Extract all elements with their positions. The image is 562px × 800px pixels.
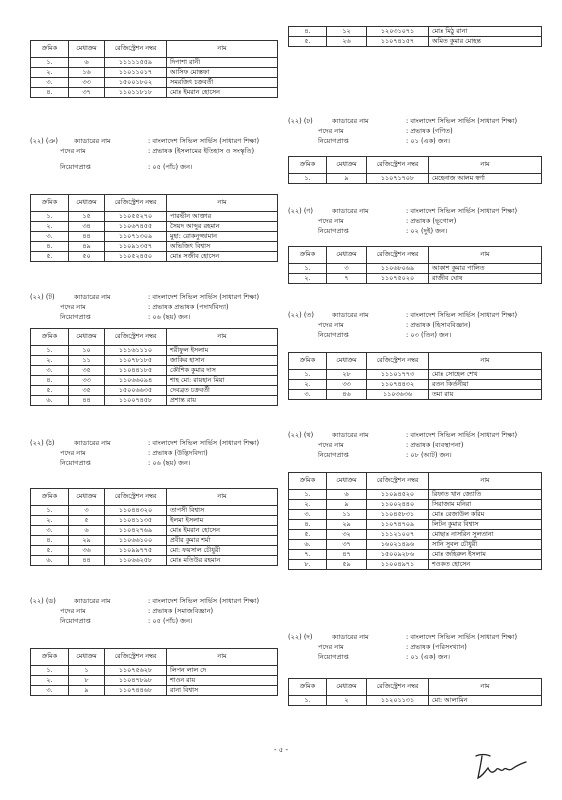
table-row: ২. ৩৪ ১১০৬৭৪৫৫ সৈয়দ আব্দুর রহমান — [31, 222, 278, 232]
page-number: - ৫ - — [273, 746, 289, 754]
table-physics — [30, 328, 278, 406]
table-row: ১. ১৫ ১১০৫৫২৭০ পারভীন আক্তার — [31, 212, 278, 222]
table-row: ৭. ৪৭ ১৫০০৯২৮৬ মোঃ জহিরুল ইসলাম — [289, 550, 542, 560]
table-row: ৪. ৩৩ ১১০৬৬০৯৪ শাহ মো: রায়হান মিয়া — [31, 376, 278, 386]
table-row: ৫. ৩৬ ১১০৯৯৭৭৫ মো: ফয়সাল চৌধুরী — [31, 546, 278, 556]
table-row: ২. ৫ ১১০৪১১৩৫ ইলমা ইসলাম — [31, 516, 278, 526]
table-top-left — [30, 40, 278, 98]
table-row: ৩. ৬ ১১০৪২৭৬৯ মোঃ ইমরান হোসেন — [31, 526, 278, 536]
table-statistics — [288, 678, 542, 706]
table-row: ২. ৭ ১১০৭৫০২০ রাজীব ঘোষ — [289, 274, 542, 284]
table-botany — [30, 488, 278, 566]
table-row: ৩. ৪৬ ১১০৩৬৩৬ তমা রায় — [289, 390, 542, 400]
table-row: ১. ৩ ১১০৪৪৩২০ তাপসী বিশ্বাস — [31, 506, 278, 516]
table-row: ২. ১৬ ১১০১১০১৭ আসিফ মোস্তফা — [31, 68, 278, 78]
table-row: ৬. ৪৪ ১১০৬৬২৫৮ মোঃ মতিউর রহমান — [31, 556, 278, 566]
table-row: ৫. ৩২ ১১১২১০০৭ মোছাঃ নাসরিন সুলতানা — [289, 530, 542, 540]
table-islamic-history — [30, 194, 278, 262]
table-header: ক্রমিক মেধাক্রম রেজিস্ট্রেশন নম্বর নাম — [289, 157, 542, 174]
section-meta-accounting: (২২) (ত) ক্যাডারের নাম : বাংলাদেশ সিভিল সার্ভিস (সাধারণ শিক্ষা) পদের নাম : প্রভাষক (হিসাববিজ্ঞান) নিয়োগপ্রাপ্ত : ০৩ (তিন) জন। — [288, 311, 518, 339]
table-row: ৪. ২৯ ১১০৭৪৭০৯ লিটন কুমার বিশ্বাস — [289, 520, 542, 530]
table-row: ৬. ৩৭ ১৬০২১৪৯৬ সানি সুবল চৌধুরী — [289, 540, 542, 550]
table-header: ক্রমিক মেধাক্রম রেজিস্ট্রেশন নম্বর নাম — [31, 489, 278, 506]
table-row: ৩. ৩৫ ১১০৪৪১৮৫ কৌশিক কুমার দাস — [31, 366, 278, 376]
table-header — [31, 41, 278, 58]
table-row: ২. ৩৩ ১১০৭৪৪৩২ রতন কির্তনীয়া — [289, 380, 542, 390]
table-header: ক্রমিক মেধাক্রম রেজিস্ট্রেশন নম্বর নাম — [289, 353, 542, 370]
table-row: ১. ৩ ১১০৬৮০৬৯ আকাশ কুমার পালিত — [289, 264, 542, 274]
table-row: ১. ৬ ১১১১১৫৫৯ দিপাশা রানী — [31, 58, 278, 68]
table-row: ২. ৮ ১১০৪৭৮৯৮ শাওন রায় — [31, 676, 278, 686]
section-meta-physics: (২২) (ট) ক্যাডারের নাম : বাংলাদেশ সিভিল সার্ভিস (সাধারণ শিক্ষা) পদের নাম : প্রভাষক প্রভাষক (পদার্থবিদ্যা) নিয়োগপ্রাপ্ত : ০৬ (ছয়) জন। — [30, 293, 260, 321]
header-reg: রেজিস্ট্রেশন নম্বর — [105, 41, 167, 58]
section-meta-management: (২২) (থ) ক্যাডারের নাম : বাংলাদেশ সিভিল সার্ভিস (সাধারণ শিক্ষা) পদের নাম : প্রভাষক (ব্যবস্থাপনা) নিয়োগপ্রাপ্ত : ০৮ (আট) জন। — [288, 431, 518, 459]
table-row: ৩. ৪৪ ১১০৭১৩০৯ মুহা: রোকনুজ্জামান — [31, 232, 278, 242]
signature-mark — [470, 750, 530, 784]
table-row: ৬. ৪৪ ১১০০৭৪৫৮ প্রশান্ত রায় — [31, 396, 278, 406]
section-meta-mathematics: (২২) (ঢ) ক্যাডারের নাম : বাংলাদেশ সিভিল সার্ভিস (সাধারণ শিক্ষা) পদের নাম : প্রভাষক (গণিত) নিয়োগপ্রাপ্ত : ০১ (এক) জন। — [288, 117, 518, 145]
table-row: ১. ২ ১১২০১১৩১ মো: আলামিন — [289, 696, 542, 706]
table-header: ক্রমিক মেধাক্রম রেজিস্ট্রেশন নম্বর নাম — [289, 247, 542, 264]
table-header: ক্রমিক মেধাক্রম রেজিস্ট্রেশন নম্বর নাম — [289, 679, 542, 696]
table-sociology — [30, 648, 278, 696]
header-serial: ক্রমিক — [31, 41, 69, 58]
header-name: নাম — [167, 41, 278, 58]
table-header: ক্রমিক মেধাক্রম রেজিস্ট্রেশন নম্বর নাম — [31, 329, 278, 346]
table-row: ৫. ২৬ ১১০৭৪১৫৭ অমিত কুমার মোহন্ত — [289, 37, 542, 47]
section-meta-islamic-history: (২২) (ঞ) ক্যাডারের নাম : বাংলাদেশ সিভিল সার্ভিস (সাধারণ শিক্ষা) পদের নাম : প্রভাষক (ইসলামের ইতিহাস ও সংস্কৃতি) নিয়োগপ্রাপ্ত : ০৫ (পাঁচ) জন। — [30, 137, 260, 171]
table-row: ১. ২৮ ১১১০১৭৭৩ মোঃ সোহেল শেখ — [289, 370, 542, 380]
table-geography — [288, 246, 542, 284]
table-mathematics — [288, 156, 542, 184]
table-row: ১. ৬ ১১০৯৪৫২০ রিফাত খান জ্যোতি — [289, 490, 542, 500]
section-meta-statistics: (২২) (দ) ক্যাডারের নাম : বাংলাদেশ সিভিল সার্ভিস (সাধারণ শিক্ষা) পদের নাম : প্রভাষক (পরিসংখ্যান) নিয়োগপ্রাপ্ত : ০১ (এক) জন। — [288, 633, 518, 661]
table-row: ৪. ১২ ১২০৩১০৭১ মোঃ মিঠু রানা — [289, 27, 542, 37]
table-row: ৩. ৯ ১১০৭৪৪৬৮ রানা বিশ্বাস — [31, 686, 278, 696]
table-accounting — [288, 352, 542, 400]
table-row: ৪. ৩৭ ১১০১১৮১৮ মোঃ ইমরান হোসেন — [31, 88, 278, 98]
section-meta-botany: (২২) (ঠ) ক্যাডারের নাম : বাংলাদেশ সিভিল সার্ভিস (সাধারণ শিক্ষা) পদের নাম : প্রভাষক (উদ্ভিদবিদ্যা) নিয়োগপ্রাপ্ত : ০৬ (ছয়) জন। — [30, 439, 260, 467]
table-row: ৩. ১১ ১১০৪৫৮৩১ মোঃ রেজাউল করিম — [289, 510, 542, 520]
table-row: ৪. ২৯ ১১০৬৬১০০ প্রবীর কুমার শর্মা — [31, 536, 278, 546]
table-row: ৫. ৩৫ ১৫০০৬৬৩৫ দেবব্রত চক্রবর্তী — [31, 386, 278, 396]
table-row: ৩. ৩৩ ১৫০০১৮০২ সমরজিৎ চক্রবর্তী — [31, 78, 278, 88]
table-header: ক্রমিক মেধাক্রম রেজিস্ট্রেশন নম্বর নাম — [31, 195, 278, 212]
table-row: ৮. ৫৯ ১১০০৪৯৭১ শওকত হোসেন — [289, 560, 542, 570]
table-top-right — [288, 26, 542, 47]
table-row: ৪. ৪৯ ১১০৯১৩৫৭ অভিজিৎ বিশ্বাস — [31, 242, 278, 252]
table-row: ১. ৯ ১১০৭১৭০৮ মেহেনাজ আলম স্বর্ণা — [289, 174, 542, 184]
table-row: ১. ১০ ১১১৬১১১০ শরীফুল ইসলাম — [31, 346, 278, 356]
header-merit: মেধাক্রম — [69, 41, 105, 58]
table-row: ২. ৯ ১১০০২৪৪০ সিরাজাম মনিরা — [289, 500, 542, 510]
table-row: ৫. ৫০ ১১০৫২৪৫০ মোঃ সজীব হোসেন — [31, 252, 278, 262]
section-meta-geography: (২২) (ণ) ক্যাডারের নাম : বাংলাদেশ সিভিল সার্ভিস (সাধারণ শিক্ষা) পদের নাম : প্রভাষক (ভূগোল) নিয়োগপ্রাপ্ত : ০২ (দুই) জন। — [288, 207, 518, 235]
table-row: ২. ১১ ১১০৭৮১৮৫ জাকির হাসান — [31, 356, 278, 366]
table-header: ক্রমিক মেধাক্রম রেজিস্ট্রেশন নম্বর নাম — [31, 649, 278, 666]
section-meta-sociology: (২২) (ড) ক্যাডারের নাম : বাংলাদেশ সিভিল সার্ভিস (সাধারণ শিক্ষা) পদের নাম : প্রভাষক (সমাজবিজ্ঞান) নিয়োগপ্রাপ্ত : ০৫ (পাঁচ) জন। — [30, 597, 260, 625]
table-management — [288, 472, 542, 570]
table-header: ক্রমিক মেধাক্রম রেজিস্ট্রেশন নম্বর নাম — [289, 473, 542, 490]
table-row: ১. ১ ১১০৭৫৬২৮ লিপন লাল দে — [31, 666, 278, 676]
